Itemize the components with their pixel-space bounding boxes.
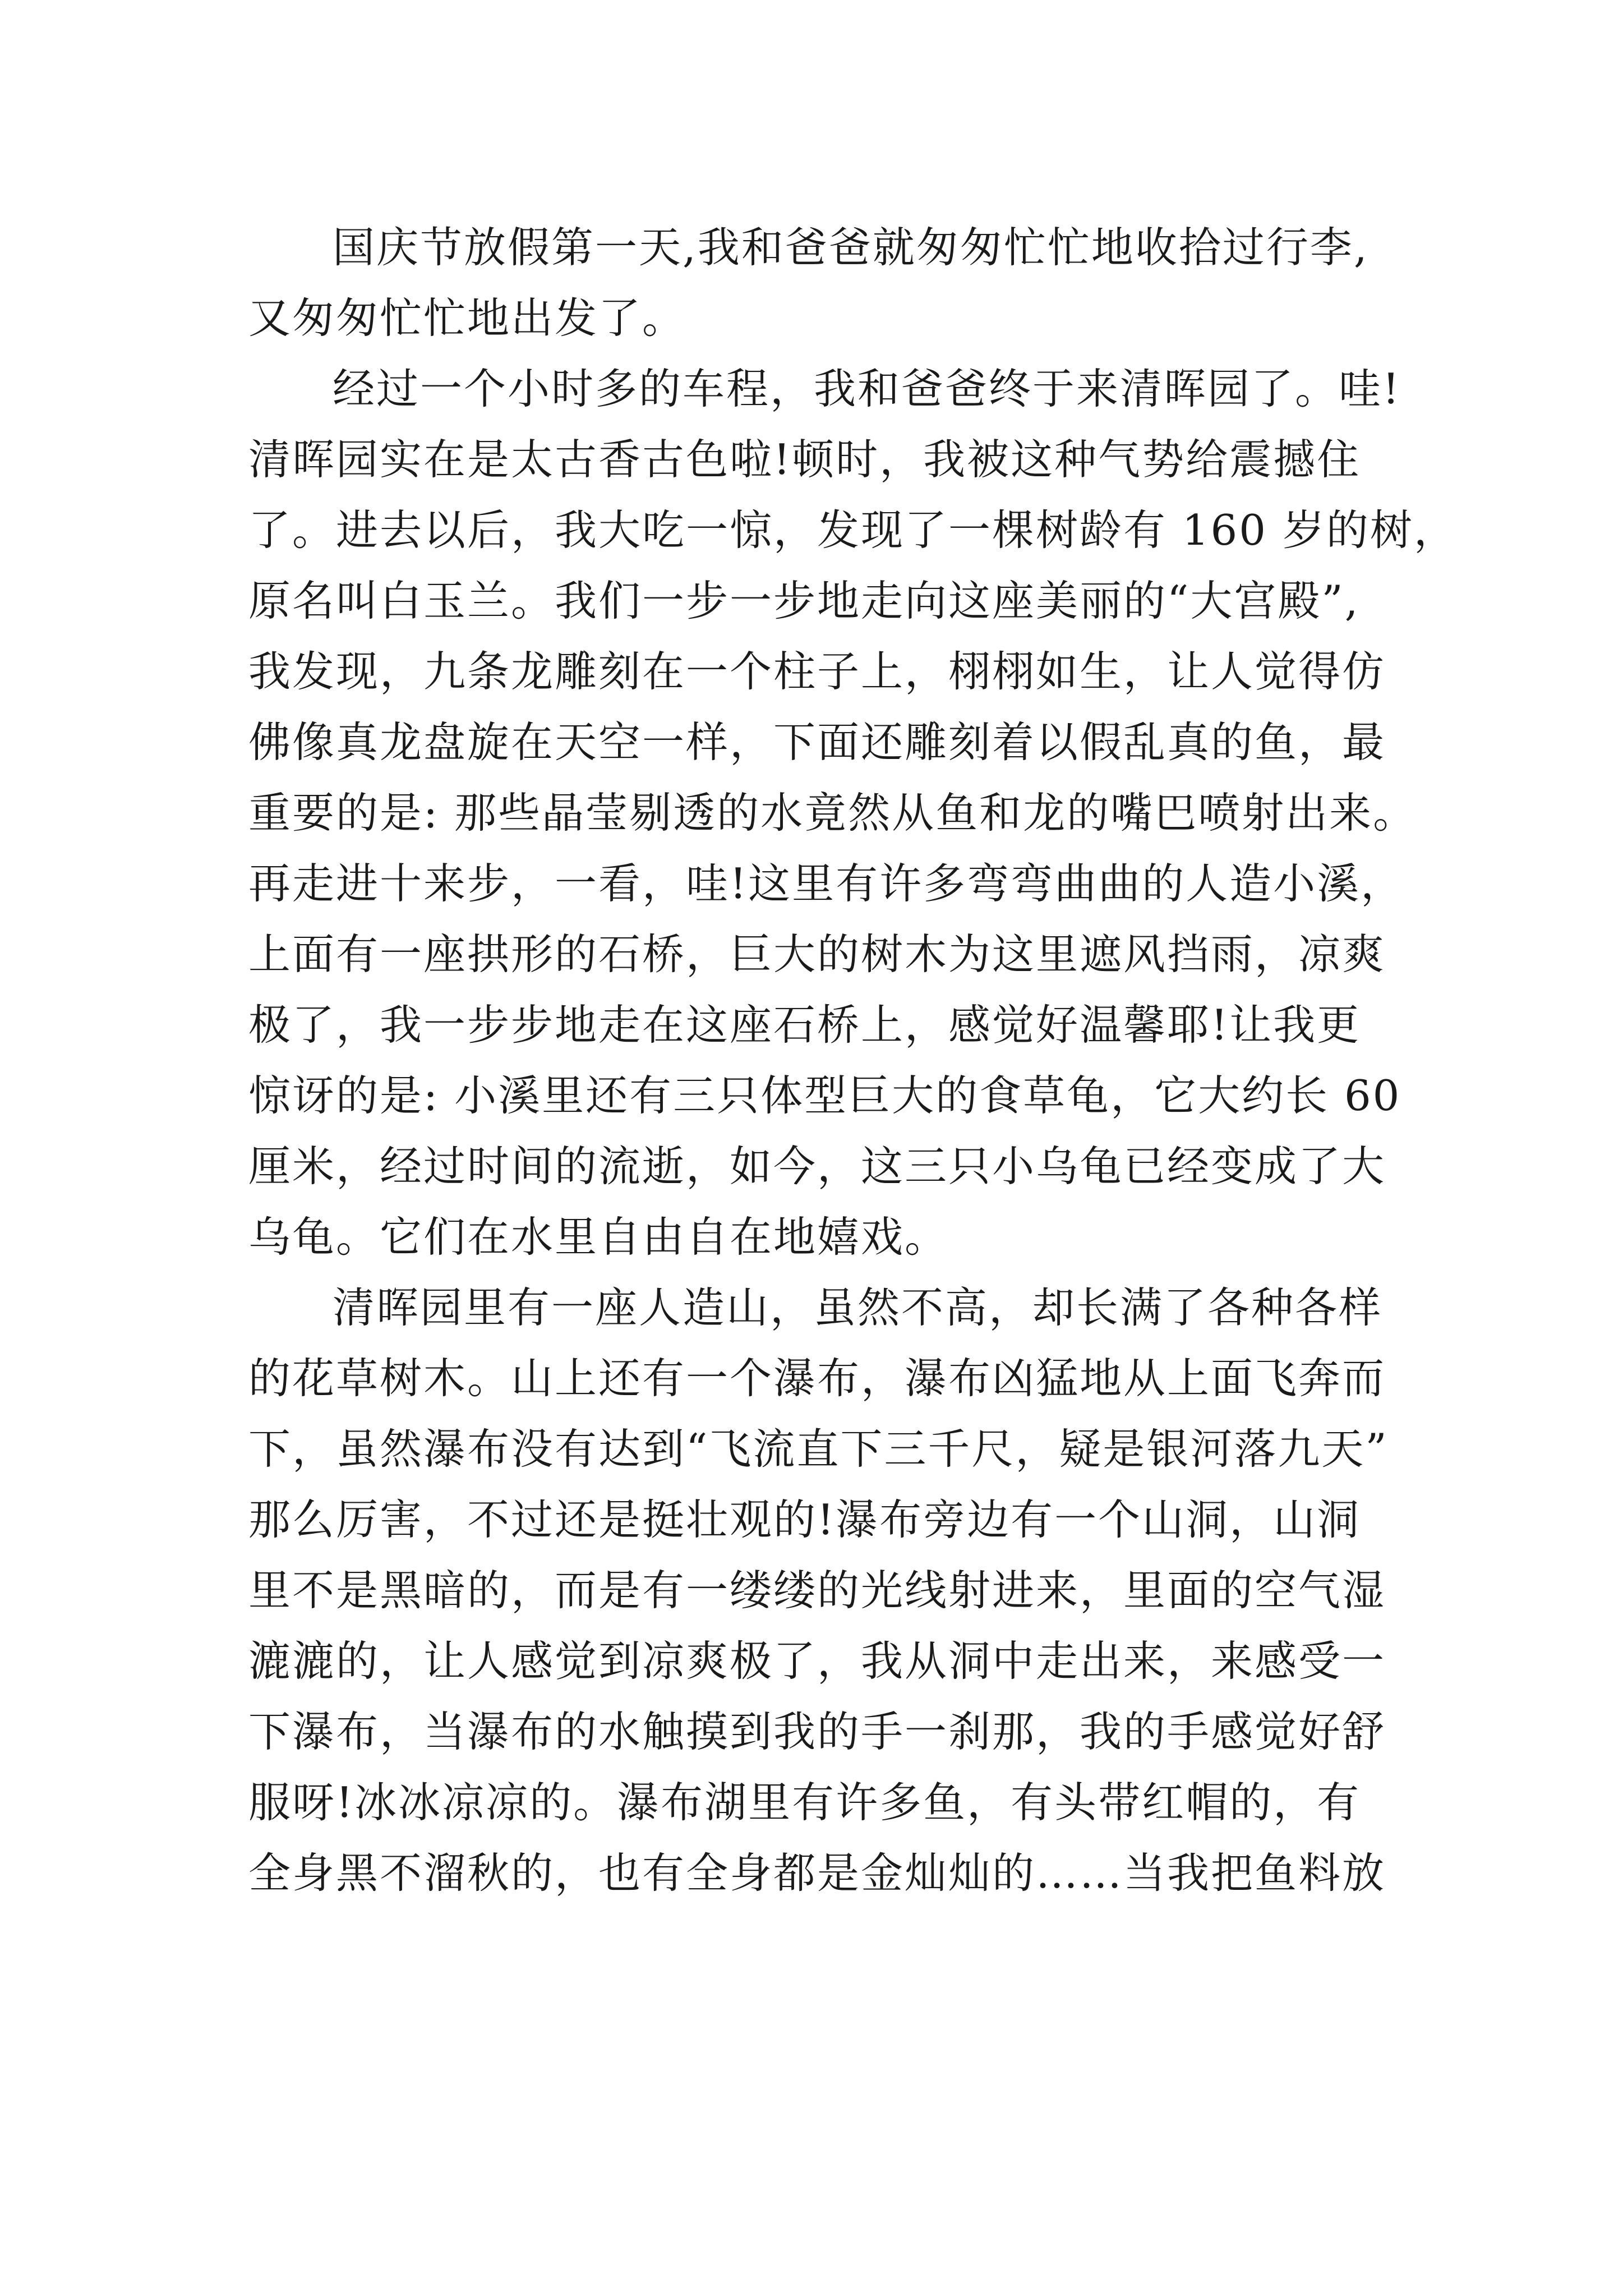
text-line: 极了，我一步步地走在这座石桥上，感觉好温馨耶!让我更 (248, 1000, 1361, 1050)
text-line: 惊讶的是: 小溪里还有三只体型巨大的食草龟，它大约长 60 (248, 1071, 1401, 1120)
text-line: 上面有一座拱形的石桥，巨大的树木为这里遮风挡雨，凉爽 (248, 930, 1386, 979)
essay-body (248, 212, 1458, 1908)
text-line: 厘米，经过时间的流逝，如今，这三只小乌龟已经变成了大 (248, 1142, 1386, 1191)
text-line: 清晖园里有一座人造山，虽然不高，却长满了各种各样 (333, 1283, 1383, 1332)
text-line: 了。进去以后，我大吃一惊，发现了一棵树龄有 160 岁的树， (248, 505, 1458, 555)
text-line: 里不是黑暗的，而是有一缕缕的光线射进来，里面的空气湿 (248, 1566, 1386, 1615)
text-line: 国庆节放假第一天,我和爸爸就匆匆忙忙地收拾过行李, (333, 223, 1369, 272)
text-line: 下，虽然瀑布没有达到“飞流直下三千尺，疑是银河落九天” (248, 1424, 1389, 1474)
text-line: 的花草树木。山上还有一个瀑布，瀑布凶猛地从上面飞奔而 (248, 1354, 1386, 1403)
text-line: 漉漉的，让人感觉到凉爽极了，我从洞中走出来，来感受一 (248, 1636, 1386, 1686)
text-line: 清晖园实在是太古香古色啦!顿时，我被这种气势给震撼住 (248, 435, 1361, 484)
text-line: 经过一个小时多的车程，我和爸爸终于来清晖园了。哇! (333, 364, 1401, 413)
text-line: 乌龟。它们在水里自由自在地嬉戏。 (248, 1212, 949, 1262)
text-line: 又匆匆忙忙地出发了。 (248, 293, 686, 343)
text-line: 那么厉害，不过还是挺壮观的!瀑布旁边有一个山洞，山洞 (248, 1495, 1361, 1544)
text-line: 下瀑布，当瀑布的水触摸到我的手一刹那，我的手感觉好舒 (248, 1707, 1386, 1756)
text-line: 我发现，九条龙雕刻在一个柱子上，栩栩如生，让人觉得仿 (248, 647, 1386, 696)
text-line: 佛像真龙盘旋在天空一样，下面还雕刻着以假乱真的鱼，最 (248, 717, 1386, 767)
text-line: 全身黑不溜秋的，也有全身都是金灿灿的……当我把鱼料放 (248, 1848, 1386, 1898)
text-line: 服呀!冰冰凉凉的。瀑布湖里有许多鱼，有头带红帽的，有 (248, 1778, 1361, 1827)
text-line: 再走进十来步，一看，哇!这里有许多弯弯曲曲的人造小溪， (248, 859, 1405, 908)
text-line: 原名叫白玉兰。我们一步一步地走向这座美丽的“大宫殿”, (248, 576, 1360, 625)
text-line: 重要的是: 那些晶莹剔透的水竟然从鱼和龙的嘴巴喷射出来。 (248, 788, 1417, 838)
